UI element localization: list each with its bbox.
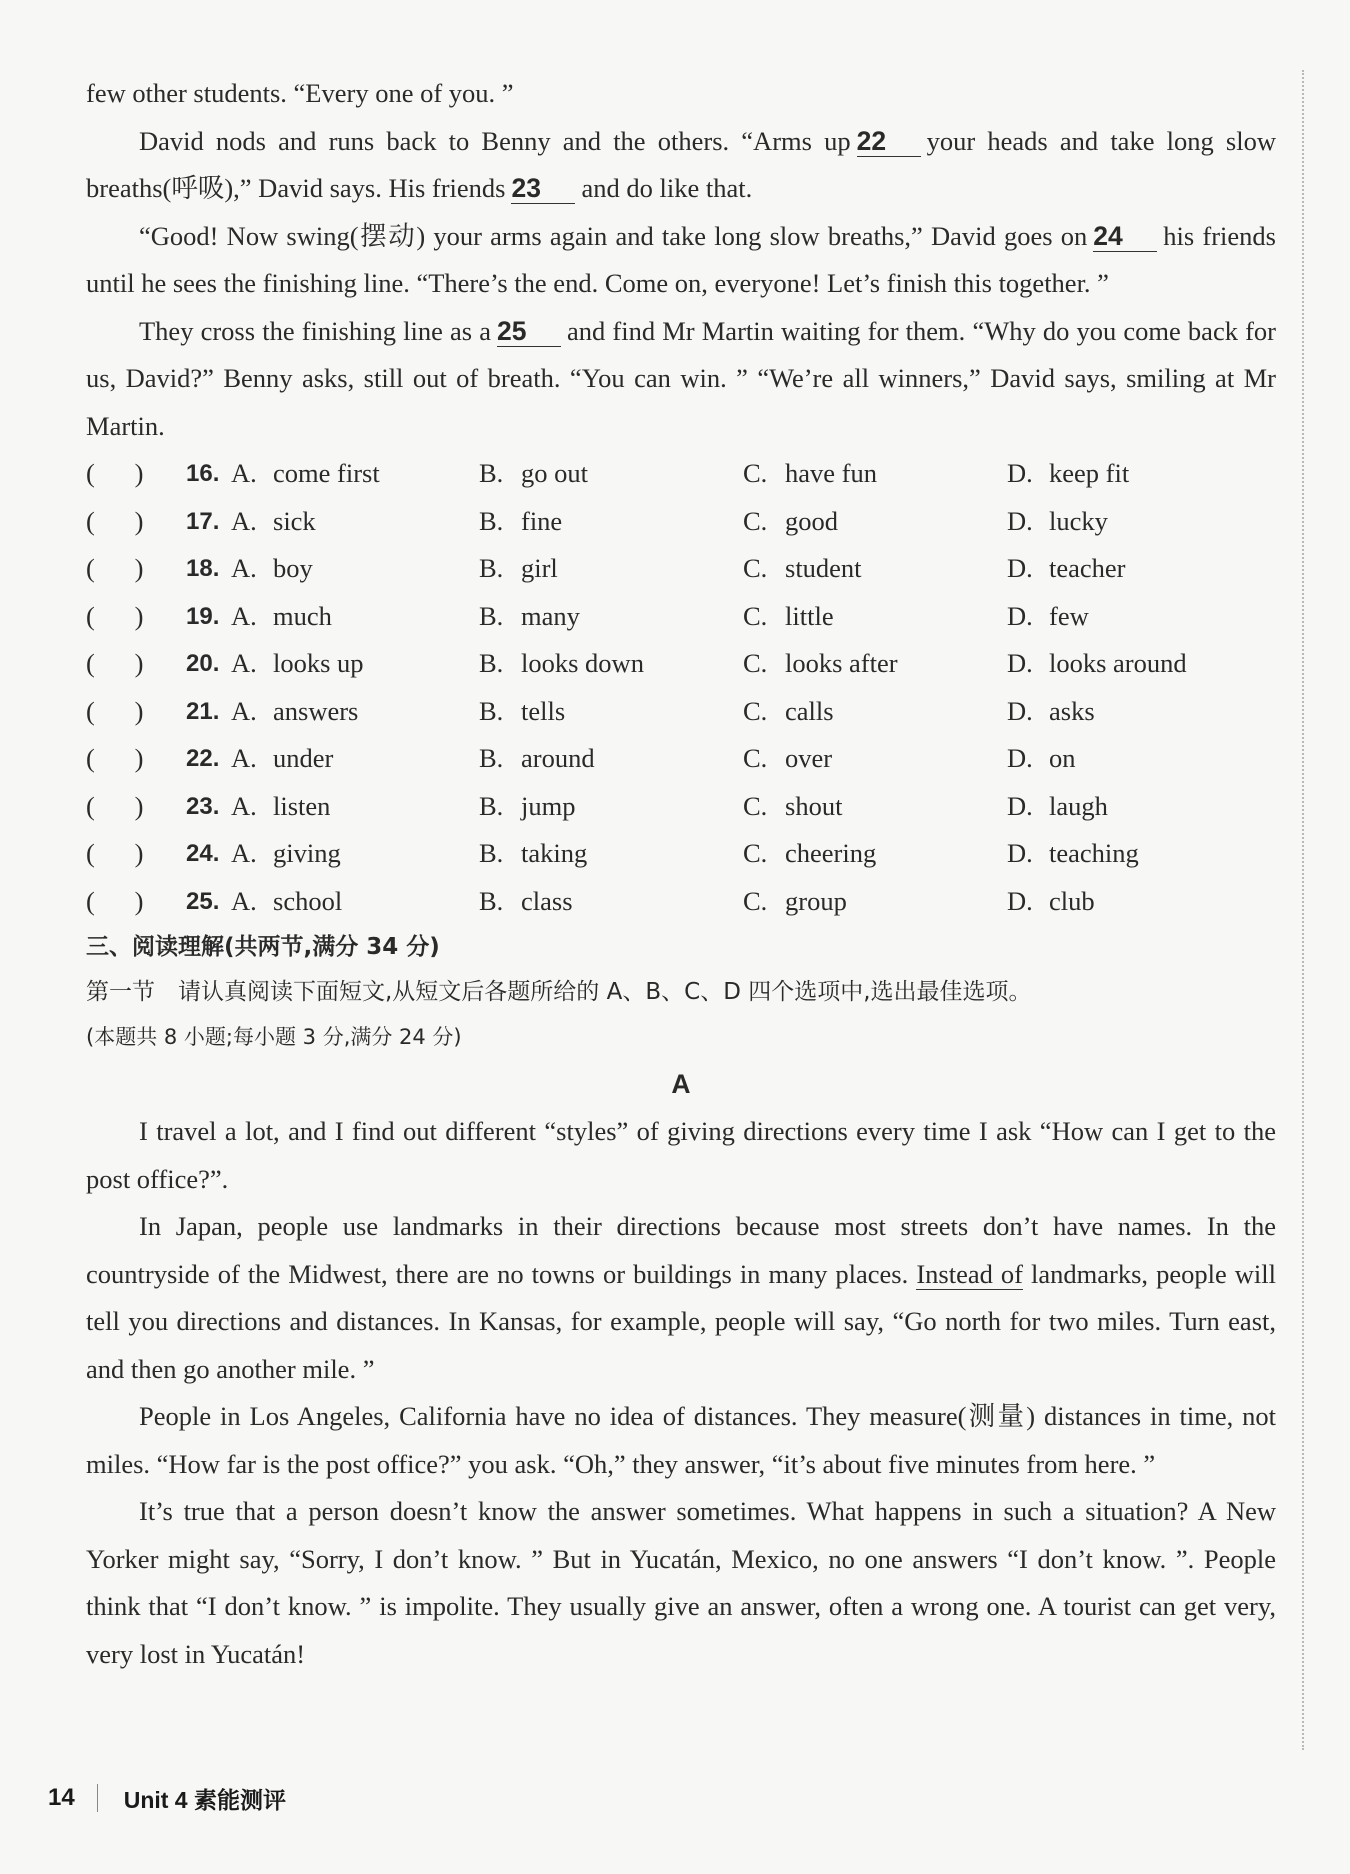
option-letter: B.	[479, 790, 504, 821]
reading-paragraph: It’s true that a person doesn’t know the answer sometimes. What happens in such a situation? A New Yorker might say, “Sorry, I don’t know. ” But in Yucatán, Mexico, no one answers “I don’t know. ”. People think that “I don’t know. ” is impolite. They usually give an answer, often a wrong one. A tourist can get very, very lost in Yucatán!	[86, 1496, 1276, 1669]
option-letter: B.	[479, 505, 504, 536]
option-d	[1007, 593, 1267, 641]
content	[86, 70, 1276, 1678]
option-text: calls	[785, 695, 834, 726]
question-row	[86, 498, 1276, 546]
answer-bracket[interactable]: ( )	[86, 790, 144, 821]
page-footer	[48, 1778, 286, 1818]
option-d	[1007, 640, 1267, 688]
option-d	[1007, 688, 1267, 736]
question-row	[86, 640, 1276, 688]
question-row	[86, 878, 1276, 926]
option-letter: C.	[743, 790, 768, 821]
question-number: 22.	[186, 745, 220, 772]
option-text: looks around	[1049, 648, 1187, 678]
underlined-phrase: Instead of	[916, 1258, 1023, 1289]
option-b	[479, 545, 743, 593]
option-letter: B.	[479, 648, 504, 678]
question-number: 25.	[186, 887, 220, 915]
option-text: under	[273, 743, 334, 773]
option-text: over	[785, 743, 833, 773]
option-letter: B.	[479, 743, 504, 773]
passage-paragraph: “Good! Now swing(摆动) your arms again and take long slow breaths,” David goes on 24 his friends until he sees the finishing line. “There’s the end. Come on, everyone! Let’s finish this together. ”	[86, 220, 1276, 298]
answer-bracket[interactable]: ( )	[86, 885, 144, 916]
option-d	[1007, 878, 1267, 926]
option-c	[743, 545, 1007, 593]
option-letter: C.	[743, 885, 768, 916]
option-letter: C.	[743, 458, 768, 488]
option-text: school	[273, 885, 343, 916]
option-letter: D.	[1007, 505, 1033, 536]
question-row	[86, 783, 1276, 831]
option-c	[743, 593, 1007, 641]
option-text: listen	[273, 790, 331, 821]
option-text: group	[785, 885, 847, 916]
option-text: taking	[521, 838, 588, 868]
option-text: club	[1049, 885, 1095, 916]
question-number: 21.	[186, 697, 220, 725]
answer-bracket[interactable]: ( )	[86, 648, 144, 678]
option-text: much	[273, 600, 332, 631]
option-text: come first	[273, 458, 380, 488]
reading-paragraph: I travel a lot, and I find out different “styles” of giving directions every time I ask “How can I get to the post office?”.	[86, 1116, 1276, 1194]
option-text: cheering	[785, 838, 877, 868]
option-a	[231, 498, 479, 546]
option-b	[479, 640, 743, 688]
option-letter: B.	[479, 885, 504, 916]
option-text: student	[785, 553, 862, 583]
option-text: on	[1049, 743, 1076, 773]
option-text: have fun	[785, 458, 877, 488]
option-letter: A.	[231, 458, 257, 488]
option-letter: D.	[1007, 695, 1033, 726]
option-text: many	[521, 600, 580, 631]
option-letter: C.	[743, 553, 768, 583]
option-text: lucky	[1049, 505, 1108, 536]
option-letter: B.	[479, 553, 504, 583]
answer-bracket[interactable]: ( )	[86, 695, 144, 726]
page-number: 14	[48, 1784, 75, 1811]
option-a	[231, 735, 479, 783]
option-text: girl	[521, 553, 558, 583]
option-letter: A.	[231, 600, 257, 631]
blank-23: 23	[511, 173, 575, 204]
option-b	[479, 783, 743, 831]
option-text: good	[785, 505, 838, 536]
answer-bracket[interactable]: ( )	[86, 600, 144, 631]
question-row	[86, 545, 1276, 593]
unit-label: Unit 4 素能测评	[123, 1786, 286, 1813]
option-letter: D.	[1007, 743, 1033, 773]
option-letter: C.	[743, 505, 768, 536]
margin-rule	[1302, 70, 1304, 1750]
question-number: 24.	[186, 840, 220, 867]
option-d	[1007, 545, 1267, 593]
option-c	[743, 640, 1007, 688]
question-list	[86, 450, 1276, 925]
option-text: looks down	[521, 648, 644, 678]
option-text: asks	[1049, 695, 1095, 726]
option-letter: B.	[479, 838, 504, 868]
option-letter: A.	[231, 790, 257, 821]
option-c	[743, 450, 1007, 498]
option-b	[479, 735, 743, 783]
option-text: looks up	[273, 648, 364, 678]
option-text: laugh	[1049, 790, 1108, 821]
option-letter: B.	[479, 458, 504, 488]
option-a	[231, 783, 479, 831]
option-letter: D.	[1007, 885, 1033, 916]
option-c	[743, 830, 1007, 878]
option-a	[231, 450, 479, 498]
passage-paragraph: few other students. “Every one of you. ”	[86, 78, 514, 108]
option-letter: A.	[231, 885, 257, 916]
option-letter: A.	[231, 695, 257, 726]
option-text: teacher	[1049, 553, 1126, 583]
option-letter: C.	[743, 743, 768, 773]
question-number: 18.	[186, 555, 220, 582]
option-a	[231, 593, 479, 641]
option-text: shout	[785, 790, 843, 821]
option-text: around	[521, 743, 595, 773]
question-number: 20.	[186, 650, 220, 677]
blank-22: 22	[857, 126, 921, 157]
option-c	[743, 783, 1007, 831]
option-letter: D.	[1007, 600, 1033, 631]
option-letter: A.	[231, 743, 257, 773]
blank-25: 25	[497, 316, 561, 347]
option-text: few	[1049, 600, 1089, 631]
section-note: (本题共 8 小题;每小题 3 分,满分 24 分)	[86, 1025, 462, 1049]
option-text: teaching	[1049, 838, 1139, 868]
option-letter: C.	[743, 600, 768, 631]
option-text: jump	[521, 790, 576, 821]
option-c	[743, 735, 1007, 783]
reading-paragraph: People in Los Angeles, California have no idea of distances. They measure(测量) distances in time, not miles. “How far is the post office?” you ask. “Oh,” they answer, “it’s about five minutes from here. ”	[86, 1401, 1276, 1479]
option-d	[1007, 450, 1267, 498]
option-letter: D.	[1007, 838, 1033, 868]
question-row	[86, 735, 1276, 783]
question-number: 17.	[186, 507, 220, 535]
answer-bracket[interactable]: ( )	[86, 553, 144, 583]
answer-bracket[interactable]: ( )	[86, 743, 144, 773]
option-a	[231, 640, 479, 688]
option-d	[1007, 830, 1267, 878]
option-a	[231, 878, 479, 926]
option-d	[1007, 735, 1267, 783]
option-text: go out	[521, 458, 588, 488]
question-row	[86, 593, 1276, 641]
option-b	[479, 498, 743, 546]
option-b	[479, 830, 743, 878]
option-b	[479, 450, 743, 498]
question-number: 23.	[186, 792, 220, 820]
option-letter: D.	[1007, 790, 1033, 821]
option-letter: A.	[231, 648, 257, 678]
option-text: answers	[273, 695, 359, 726]
option-letter: C.	[743, 648, 768, 678]
option-letter: B.	[479, 695, 504, 726]
option-a	[231, 688, 479, 736]
question-row	[86, 450, 1276, 498]
question-number: 19.	[186, 602, 220, 630]
option-b	[479, 593, 743, 641]
option-c	[743, 498, 1007, 546]
option-letter: D.	[1007, 553, 1033, 583]
answer-bracket[interactable]: ( )	[86, 838, 144, 868]
option-b	[479, 878, 743, 926]
answer-bracket[interactable]: ( )	[86, 505, 144, 536]
option-c	[743, 688, 1007, 736]
option-text: looks after	[785, 648, 898, 678]
option-text: tells	[521, 695, 566, 726]
option-text: keep fit	[1049, 458, 1130, 488]
footer-divider	[97, 1784, 98, 1812]
option-letter: A.	[231, 505, 257, 536]
option-letter: D.	[1007, 648, 1033, 678]
option-text: little	[785, 600, 834, 631]
option-text: class	[521, 885, 573, 916]
option-d	[1007, 498, 1267, 546]
option-letter: A.	[231, 838, 257, 868]
answer-bracket[interactable]: ( )	[86, 458, 144, 488]
option-d	[1007, 783, 1267, 831]
question-row	[86, 688, 1276, 736]
question-number: 16.	[186, 460, 220, 487]
option-letter: C.	[743, 695, 768, 726]
section-instruction: 第一节 请认真阅读下面短文,从短文后各题所给的 A、B、C、D 四个选项中,选出最佳选项。	[86, 979, 1032, 1005]
option-text: fine	[521, 505, 563, 536]
option-text: sick	[273, 505, 316, 536]
option-letter: C.	[743, 838, 768, 868]
option-letter: A.	[231, 553, 257, 583]
passage-paragraph: David nods and runs back to Benny and the others. “Arms up 22 your heads and take long slow breaths(呼吸),” David says. His friends 23 and do like that.	[86, 125, 1276, 203]
question-row	[86, 830, 1276, 878]
passage-label: A	[671, 1069, 691, 1099]
option-letter: B.	[479, 600, 504, 631]
option-a	[231, 830, 479, 878]
option-b	[479, 688, 743, 736]
option-c	[743, 878, 1007, 926]
option-a	[231, 545, 479, 593]
reading-paragraph: In Japan, people use landmarks in their directions because most streets don’t have names. In the countryside of the Midwest, there are no towns or buildings in many places. Instead of landmarks, people will tell you directions and distances. In Kansas, for example, people will say, “Go north for two miles. Turn east, and then go another mile. ”	[86, 1211, 1277, 1384]
option-text: giving	[273, 838, 341, 868]
passage-paragraph: They cross the finishing line as a 25 and find Mr Martin waiting for them. “Why do you come back for us, David?” Benny asks, still out of breath. “You can win. ” “We’re all winners,” David says, smiling at Mr Martin.	[86, 315, 1277, 441]
section-title: 三、阅读理解(共两节,满分 34 分)	[86, 934, 440, 960]
blank-24: 24	[1093, 221, 1157, 252]
option-text: boy	[273, 553, 313, 583]
option-letter: D.	[1007, 458, 1033, 488]
